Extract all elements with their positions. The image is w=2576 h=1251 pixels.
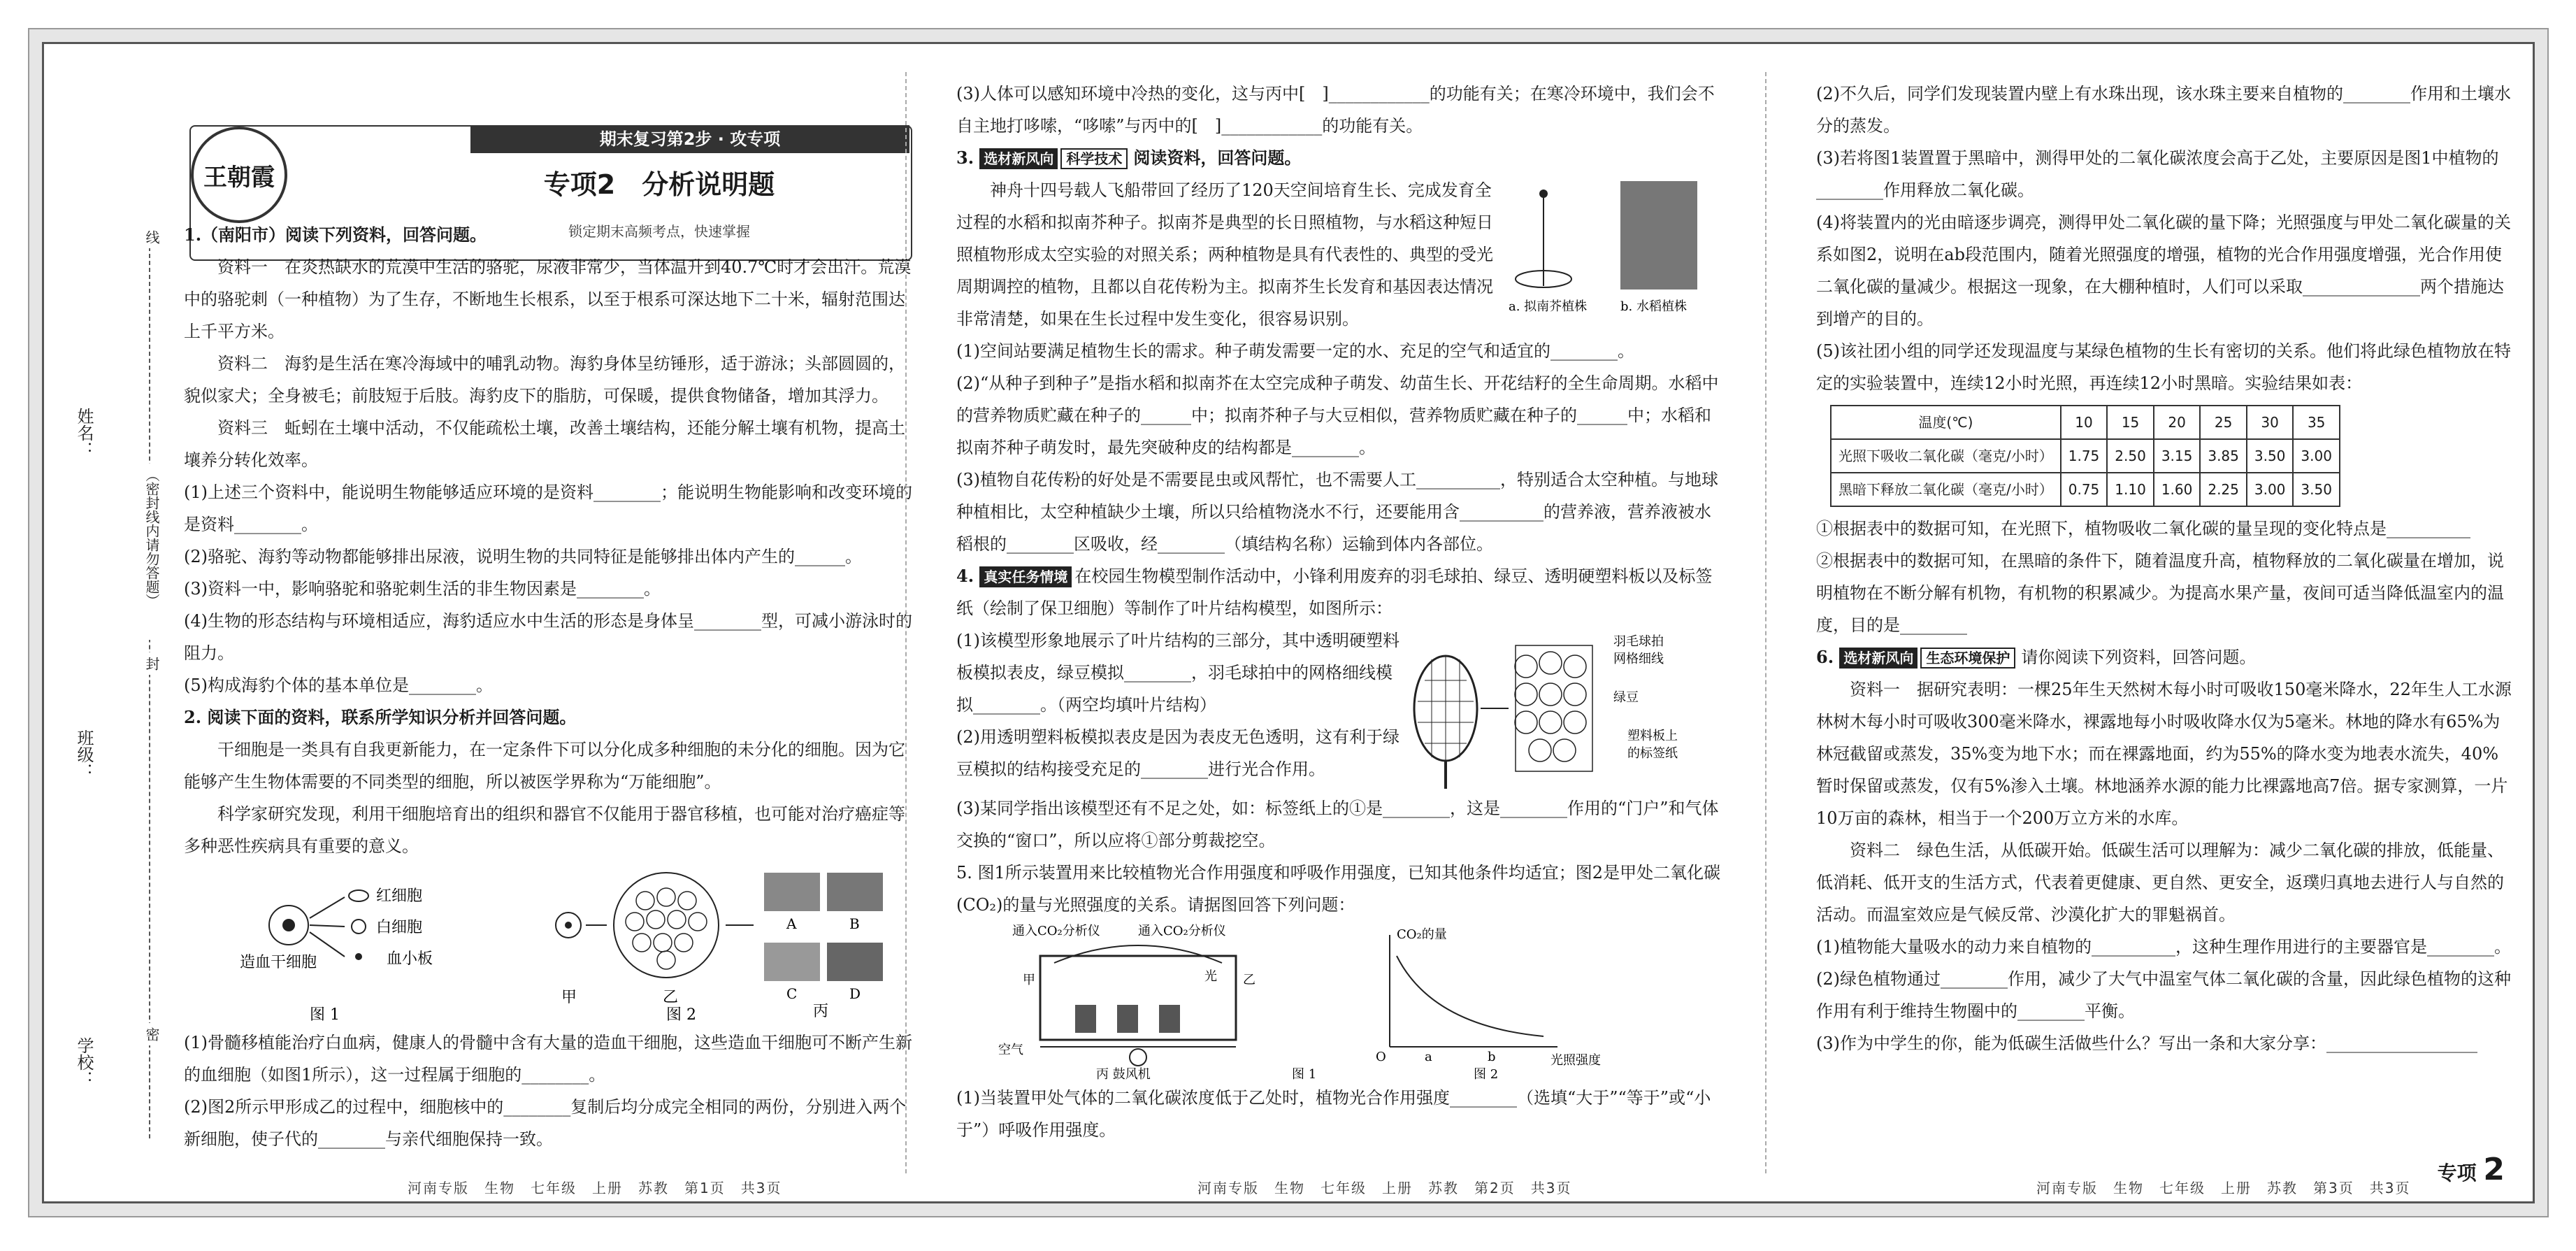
new-trend-tag: 选材新风向 (979, 148, 1058, 169)
co2-curve (1397, 956, 1544, 1036)
fig-a-label: a. 拟南芥植株 (1509, 299, 1588, 314)
q6-material-1: 资料一 据研究表明：一棵25年生天然树木每小时可吸收150毫米降水，22年生人工水源林树木每小时可吸收300毫米降水，裸露地每小时吸收降水仅为5毫米。林地的降水有65%为林冠截留或蒸发，35%变为地下水；而在裸露地面，约为55%的降水变为地表水流失，40%暂时保留或蒸发，仅有5%渗入土壤。林地涵养水源的能力比裸露地高7倍。据专家测算，一片10万亩的森林，相当于一个200万立方米的水库。 (1816, 680, 2512, 828)
q1-material-2: 资料二 海豹是生活在寒冷海域中的哺乳动物。海豹身体呈纺锤形，适于游泳；头部圆圆的，貌似家犬；全身被毛；前肢短于后肢。海豹皮下的脂肪，可保暖，提供食物储备，增加其浮力。 (184, 354, 905, 406)
leaf-label-racket: 羽毛球拍 (1613, 634, 1664, 649)
q1-part-3: (3)资料一中，影响骆驼和骆驼刺生活的非生物因素是________。 (184, 579, 661, 599)
table-cell: 1.75 (2061, 439, 2108, 473)
apparatus-in1: 通入CO₂分析仪 (1012, 924, 1100, 938)
table-cell: 25 (2200, 406, 2247, 439)
footer-page-2: 河南专版 生物 七年级 上册 苏教 第2页 共3页 (1197, 1180, 1572, 1196)
graph-caption: 图 2 (1474, 1067, 1499, 1082)
fig1-caption: 图 1 (310, 1006, 340, 1024)
stem-cell-diagram (184, 862, 918, 1027)
table-header-row (1831, 406, 2340, 439)
q2-material-2: 科学家研究发现，利用干细胞培育出的组织和器官不仅能用于器官移植，也可能对治疗癌症等多种恶性疾病具有重要的意义。 (184, 804, 905, 856)
q5-part-4: (4)将装置内的光由暗逐步调亮，测得甲处二氧化碳的量下降；光照强度与甲处二氧化碳量的关系如图2，说明在ab段范围内，随着光照强度的增强，植物的光合作用强度增强，光合作用使二氧化碳的量减少。根据这一现象，在大棚种植时，人们可以采取______________两个措施达到增产的目的。 (1816, 213, 2511, 329)
q5-sub-1: ①根据表中的数据可知，在光照下，植物吸收二氧化碳的量呈现的变化特点是__________ (1816, 519, 2470, 538)
graph-yaxis: CO₂的量 (1397, 927, 1447, 942)
new-trend-tag-2: 选材新风向 (1839, 648, 1917, 669)
table-cell: 10 (2061, 406, 2108, 439)
q3-instruction: 阅读资料，回答问题。 (1133, 148, 1302, 168)
class-label: 班级： (74, 729, 94, 780)
leaf-label-tag: 的标签纸 (1627, 746, 1678, 761)
apparatus-caption: 图 1 (1292, 1067, 1317, 1082)
label-jia: 甲 (561, 989, 577, 1006)
co2-light-graph (1348, 921, 1641, 1082)
label-white-cell: 白细胞 (376, 919, 423, 936)
table-cell: 3.00 (2247, 473, 2294, 506)
label-stem-cell: 造血干细胞 (240, 954, 317, 971)
q6-material-2: 资料二 绿色生活，从低碳开始。低碳生活可以理解为：减少二氧化碳的排放，低能量、低消耗、低开支的生活方式，代表着更健康、更自然、更安全，返璞归真地去进行人与自然的活动。而温室效应是气候反常、沙漠化扩大的罪魁祸首。 (1816, 841, 2504, 924)
school-label: 学校： (74, 1037, 94, 1087)
table-cell: 3.00 (2293, 439, 2340, 473)
fig-b-label: b. 水稻植株 (1620, 299, 1687, 314)
q4-text (956, 624, 1404, 792)
graph-xaxis: 光照强度 (1550, 1053, 1601, 1068)
q1-material-3: 资料三 蚯蚓在土壤中活动，不仅能疏松土壤，改善土壤结构，还能分解土壤有机物，提高土壤养分转化效率。 (184, 418, 905, 470)
table-cell: 2.25 (2200, 473, 2247, 506)
q5-part-2: (2)不久后，同学们发现装置内壁上有水珠出现，该水珠主要来自植物的________作用和土壤水分的蒸发。 (1816, 84, 2511, 136)
q3-material: 神舟十四号载人飞船带回了经历了120天空间培育生长、完成发育全过程的水稻和拟南芥种子。拟南芥是典型的长日照植物，与水稻这种短日照植物形成太空实验的对照关系；两种植物是具有代表性的、典型的受光周期调控的植物，且都以自花传粉为主。拟南芥生长发育和基因表达情况非常清楚，如果在生长过程中发生变化，很容易识别。 (956, 180, 1493, 329)
q6-instruction: 请你阅读下列资料，回答问题。 (2021, 648, 2257, 667)
fig2-caption: 图 2 (666, 1006, 696, 1024)
column-1 (184, 219, 918, 1159)
science-tech-tag: 科学技术 (1060, 148, 1128, 169)
seal-seal-char: 封 (142, 652, 162, 675)
leaf-model-figure (1404, 624, 1711, 792)
label-B: B (849, 915, 860, 932)
label-bing: 丙 (813, 1003, 829, 1020)
seal-note: （密封线内请勿答题） (142, 464, 162, 640)
q1-part-4: (4)生物的形态结构与环境相适应，海豹适应水中生活的形态是身体呈________型，可减小游泳时的阻力。 (184, 611, 912, 663)
q6-part-2: (2)绿色植物通过________作用，减少了大气中温室气体二氧化碳的含量，因此绿色植物的这种作用有利于维持生物圈中的________平衡。 (1816, 969, 2511, 1021)
table-cell: 黑暗下释放二氧化碳（毫克/小时） (1831, 473, 2061, 506)
column-divider-1 (905, 72, 907, 1173)
q2-stem: 2. 阅读下面的资料，联系所学知识分析并回答问题。 (184, 707, 577, 727)
label-D: D (849, 985, 861, 1002)
real-task-tag: 真实任务情境 (979, 566, 1072, 587)
table-cell: 2.50 (2107, 439, 2154, 473)
table-cell: 3.50 (2247, 439, 2294, 473)
apparatus-figure (956, 921, 1348, 1082)
label-C: C (786, 985, 798, 1002)
table-cell: 温度(℃) (1831, 406, 2061, 439)
column-3 (1816, 78, 2515, 1159)
table-cell: 3.15 (2154, 439, 2201, 473)
worksheet-page (42, 42, 2535, 1203)
q2-part-3: (3)人体可以感知环境中冷热的变化，这与丙中[ ]____________的功能有关；在寒冷环境中，我们会不自主地打哆嗦，“哆嗦”与丙中的[ ]____________的功能有关。 (956, 84, 1715, 136)
q2-part-1: (1)骨髓移植能治疗白血病，健康人的骨髓中含有大量的造血干细胞，这些造血干细胞可不断产生新的血细胞（如图1所示），这一过程属于细胞的________。 (184, 1033, 912, 1085)
apparatus-jia: 甲 (1023, 973, 1035, 987)
section-corner-label: 专项 2 (2437, 1152, 2505, 1187)
graph-b: b (1488, 1050, 1496, 1064)
q4-part-2: (2)用透明塑料板模拟表皮是因为表皮无色透明，这有利于绿豆模拟的结构接受充足的________进行光合作用。 (956, 727, 1399, 779)
q4-row (956, 624, 1725, 792)
eco-tag: 生态环境保护 (1920, 648, 2015, 669)
table-cell: 0.75 (2061, 473, 2108, 506)
q3-part-2: (2)“从种子到种子”是指水稻和拟南芥在太空完成种子萌发、幼苗生长、开花结籽的全生命周期。水稻中的营养物质贮藏在种子的______中；拟南芥种子与大豆相似，营养物质贮藏在种子的______中；水稻和拟南芥种子萌发时，最先突破种皮的结构都是________。 (956, 373, 1719, 457)
leaf-label-plate: 塑料板上 (1627, 729, 1678, 743)
q5-sub-2: ②根据表中的数据可知，在黑暗的条件下，随着温度升高，植物释放的二氧化碳量在增加，说明植物在不断分解有机物，有机物的积累减少。为提高水果产量，夜间可适当降低温室内的温度，目的是________ (1816, 551, 2504, 635)
apparatus-fan: 丙 鼓风机 (1096, 1067, 1151, 1082)
graph-a: a (1425, 1050, 1432, 1064)
table-cell: 3.85 (2200, 439, 2247, 473)
q3-stem: 3. 选材新风向 科学技术 阅读资料，回答问题。 (956, 148, 1302, 168)
q5-part-3: (3)若将图1装置置于黑暗中，测得甲处的二氧化碳浓度会高于乙处，主要原因是图1中植物的________作用释放二氧化碳。 (1816, 148, 2499, 200)
q6-part-3: (3)作为中学生的你，能为低碳生活做些什么？写出一条和大家分享：__________________ (1816, 1034, 2477, 1053)
q2-part-2: (2)图2所示甲形成乙的过程中，细胞核中的________复制后均分成完全相同的两份，分别进入两个新细胞，使子代的________与亲代细胞保持一致。 (184, 1097, 907, 1149)
q3-material-row (956, 174, 1725, 335)
footer-page-3: 河南专版 生物 七年级 上册 苏教 第3页 共3页 (2036, 1180, 2411, 1196)
seal-sealed-char: 密 (142, 1023, 162, 1045)
table-row (1831, 473, 2340, 506)
label-platelet: 血小板 (387, 950, 433, 968)
q2-material-1: 干细胞是一类具有自我更新能力，在一定条件下可以分化成多种细胞的未分化的细胞。因为它能够产生生物体需要的不同类型的细胞，所以被医学界称为“万能细胞”。 (184, 740, 905, 792)
q4-part-1: (1)该模型形象地展示了叶片结构的三部分，其中透明硬塑料板模拟表皮，绿豆模拟________，羽毛球拍中的网格细线模拟________。（两空均填叶片结构） (956, 631, 1399, 715)
apparatus-air: 空气 (998, 1043, 1023, 1057)
q2-figures (184, 862, 918, 1027)
q1-part-1: (1)上述三个资料中，能说明生物能够适应环境的是资料________；能说明生物能影响和改变环境的是资料________。 (184, 482, 912, 534)
table-cell: 15 (2107, 406, 2154, 439)
seal-line (149, 226, 150, 1138)
apparatus-yi: 乙 (1243, 973, 1255, 987)
publisher-logo: 王朝霞 (191, 127, 287, 223)
q1-stem: 1.（南阳市）阅读下列资料，回答问题。 (184, 224, 487, 245)
q1-material-1: 资料一 在炎热缺水的荒漠中生活的骆驼，尿液非常少，当体温升到40.7℃时才会出汗。荒漠中的骆驼刺（一种植物）为了生存，不断地生长根系，以至于根系可深达地下二十米，辐射范围达上千平方米。 (184, 257, 912, 341)
apparatus-light: 光 (1204, 969, 1217, 984)
q1-part-2: (2)骆驼、海豹等动物都能够排出尿液，说明生物的共同特征是能够排出体内产生的______。 (184, 547, 862, 566)
seal-line-char: 线 (142, 226, 162, 248)
leaf-label-grid: 网格细线 (1613, 652, 1664, 666)
q5-stem: 5. 图1所示装置用来比较植物光合作用强度和呼吸作用强度，已知其他条件均适宜；图2是甲处二氧化碳(CO₂)的量与光照强度的关系。请据图回答下列问题： (956, 863, 1721, 915)
q1-part-5: (5)构成海豹个体的基本单位是________。 (184, 675, 493, 695)
q6-stem: 6. 选材新风向 生态环境保护 请你阅读下列资料，回答问题。 (1816, 647, 2257, 667)
table-cell: 光照下吸收二氧化碳（毫克/小时） (1831, 439, 2061, 473)
table-cell: 20 (2154, 406, 2201, 439)
name-label: 姓名： (74, 408, 94, 458)
section-subtitle: 锁定期末高频考点，快速掌握 (568, 223, 750, 240)
leaf-label-bean: 绿豆 (1613, 690, 1639, 705)
label-A: A (786, 915, 797, 932)
q4-stem: 4. 真实任务情境 在校园生物模型制作活动中，小锋利用废弃的羽毛球拍、绿豆、透明硬塑料板以及标签纸（绘制了保卫细胞）等制作了叶片结构模型，如图所示： (956, 566, 1713, 618)
table-row (1831, 439, 2340, 473)
q3-part-3: (3)植物自花传粉的好处是不需要昆虫或风帮忙，也不需要人工__________，特别适合太空种植。与地球种植相比，太空种植缺少土壤，所以只给植物浇水不行，还要能用含__________的营养液，营养液被水稻根的________区吸收，经________（填结构名称）运输到体内各部位。 (956, 470, 1718, 554)
q3-part-1: (1)空间站要满足植物生长的需求。种子萌发需要一定的水、充足的空气和适宜的________。 (956, 341, 1634, 361)
temperature-table (1830, 405, 2340, 507)
table-cell: 1.60 (2154, 473, 2201, 506)
label-red-cell: 红细胞 (376, 887, 423, 905)
footer-page-1: 河南专版 生物 七年级 上册 苏教 第1页 共3页 (408, 1180, 782, 1196)
column-divider-2 (1765, 72, 1766, 1173)
column-2 (956, 78, 1725, 1159)
plant-photos (1502, 174, 1711, 314)
label-yi: 乙 (663, 989, 679, 1006)
q5-figures (956, 921, 1725, 1082)
table-cell: 1.10 (2107, 473, 2154, 506)
table-cell: 3.50 (2293, 473, 2340, 506)
graph-origin: O (1376, 1050, 1386, 1064)
apparatus-in2: 通入CO₂分析仪 (1138, 924, 1226, 938)
review-step-bar: 期末复习第2步 · 攻专项 (470, 125, 909, 153)
q5-part-5: (5)该社团小组的同学还发现温度与某绿色植物的生长有密切的关系。他们将此绿色植物放在特定的实验装置中，连续12小时光照，再连续12小时黑暗。实验结果如表： (1816, 341, 2511, 393)
q5-part-1: (1)当装置甲处气体的二氧化碳浓度低于乙处时，植物光合作用强度________（选填“大于”“等于”或“小于”）呼吸作用强度。 (956, 1088, 1711, 1140)
section-title: 专项2 分析说明题 (543, 169, 775, 200)
table-cell: 35 (2293, 406, 2340, 439)
table-cell: 30 (2247, 406, 2294, 439)
q4-part-3: (3)某同学指出该模型还有不足之处，如：标签纸上的①是________，这是________作用的“门户”和气体交换的“窗口”，所以应将①部分剪裁挖空。 (956, 799, 1719, 850)
q6-part-1: (1)植物能大量吸水的动力来自植物的__________，这种生理作用进行的主要器官是________。 (1816, 937, 2511, 957)
